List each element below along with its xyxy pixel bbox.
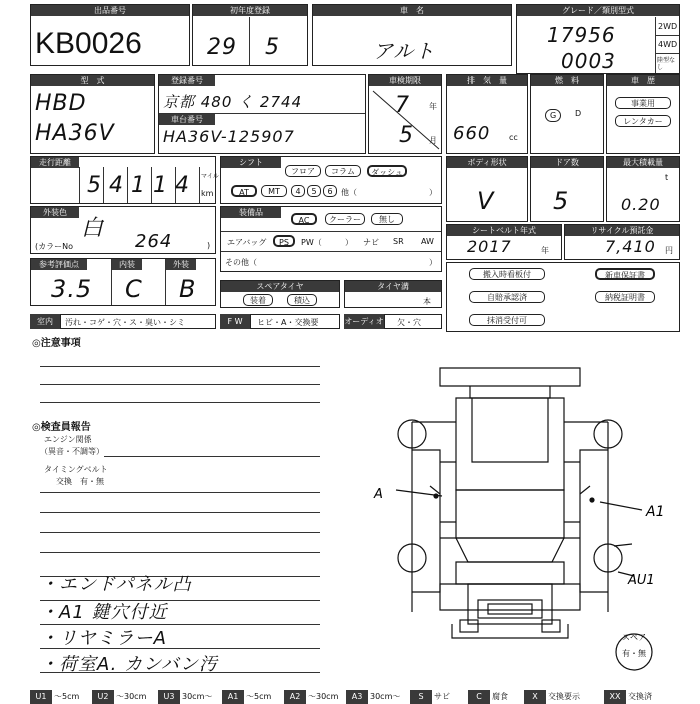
rear-bumper (440, 584, 580, 610)
tire-groove-box (344, 280, 442, 308)
lot-label: 出品番号 (31, 5, 189, 16)
equip-box (220, 206, 442, 272)
color-label: 外装色 (31, 207, 79, 218)
fw-label: F W (220, 314, 250, 329)
inspection-month: 5 (399, 123, 414, 148)
door-box (530, 156, 604, 222)
equip-airbag[interactable]: エアバッグ (227, 238, 267, 247)
lot-number: KB0026 (35, 27, 142, 60)
fuel-label: 燃 料 (531, 75, 603, 86)
inspection-year-unit: 年 (429, 102, 437, 111)
note-line-2: ・A1 鍵穴付近 (40, 602, 168, 623)
inspection-year: 7 (395, 93, 410, 118)
doc-insurance[interactable]: 自賠承認済 (469, 291, 545, 303)
shift-dash[interactable]: ダッシュ (367, 165, 407, 177)
color-no-value: 264 (135, 231, 173, 252)
exterior-label: 外装 (166, 259, 196, 270)
note-line-3: ・リヤミラーA (40, 628, 167, 649)
shift-4[interactable]: 4 (291, 185, 305, 197)
doc-tax[interactable]: 納税証明書 (595, 291, 655, 303)
caution-title: ◎注意事項 (32, 338, 81, 349)
displacement-label: 排 気 量 (447, 75, 527, 86)
drive-4wd: 4WD (658, 40, 678, 49)
legend-code: S (410, 690, 432, 704)
doc-cancel[interactable]: 抹消受付可 (469, 314, 545, 326)
room-text: 汚れ・コゲ・穴・ス・臭い・シミ (65, 318, 185, 327)
note-line-1: ・エンドパネル凸 (40, 574, 192, 595)
tire-groove-label: タイヤ溝 (345, 281, 441, 292)
model-label: 型 式 (31, 75, 154, 86)
shift-other-close: ） (429, 188, 437, 197)
audio-text: 欠・穴 (397, 318, 421, 327)
color-no-close: ) (207, 241, 211, 250)
cc-unit: cc (509, 133, 518, 142)
chassis-label: 車台番号 (159, 114, 215, 125)
fuel-g[interactable]: G (545, 109, 561, 122)
model-line2: HA36V (35, 121, 115, 146)
lot-box (30, 4, 190, 66)
legend-text: 交換済 (628, 692, 652, 701)
mark-left: A (374, 487, 383, 502)
score-label: 参考評価点 (31, 259, 87, 270)
shift-other: 他（ (341, 188, 357, 197)
car-name-label: 車 名 (313, 5, 511, 16)
displacement-box (446, 74, 528, 154)
room-box (60, 314, 216, 329)
chassis-value: HA36V-125907 (163, 127, 295, 146)
regno-box (158, 74, 366, 154)
displacement-value: 660 (453, 123, 491, 144)
spare-label: スペア (622, 633, 646, 642)
equip-other: その他（ (225, 258, 257, 267)
inspection-box (368, 74, 442, 154)
shift-label: シフト (221, 157, 281, 168)
fuel-none: 陸型なし (657, 57, 676, 71)
shift-5[interactable]: 5 (307, 185, 321, 197)
car-name-value: アルト (373, 39, 436, 63)
legend-code: A1 (222, 690, 244, 704)
equip-navi[interactable]: ナビ (363, 238, 379, 247)
engine-label: エンジン関係 (44, 435, 92, 444)
load-value: 0.20 (621, 195, 661, 214)
front-bumper (440, 368, 580, 386)
room-label: 室内 (30, 314, 60, 329)
seatbelt-year-unit: 年 (541, 246, 549, 255)
seatbelt-box (446, 224, 562, 260)
equip-label: 装備品 (221, 207, 281, 218)
model-box (30, 74, 155, 154)
spare-installed[interactable]: 装着 (243, 294, 273, 306)
shift-box (220, 156, 442, 204)
score-value: 3.5 (51, 275, 93, 303)
shift-6[interactable]: 6 (323, 185, 337, 197)
inspection-label: 車検期限 (369, 75, 441, 86)
recycle-box (564, 224, 680, 260)
history-label: 車 歴 (607, 75, 679, 86)
equip-other-close: ） (429, 258, 437, 267)
color-value: 白 (81, 216, 105, 241)
first-reg-month: 5 (265, 35, 280, 60)
equip-ps[interactable]: PS (273, 235, 295, 247)
drive-2wd: 2WD (658, 22, 678, 31)
color-no-label: (カラーNo (35, 242, 73, 251)
legend-code: U3 (158, 690, 180, 704)
doc-warranty[interactable]: 新車保証書 (595, 268, 655, 280)
exterior-value: B (179, 275, 197, 303)
cabin (456, 490, 564, 538)
fuel-box (530, 74, 604, 154)
seatbelt-value: 2017 (467, 237, 512, 256)
grade-line2: 0003 (561, 49, 616, 73)
km-unit: km (201, 189, 214, 198)
grade-label: グレード／類別型式 (517, 5, 679, 16)
legend-code: C (468, 690, 490, 704)
spare-tire-box (220, 280, 340, 308)
legend-code: X (524, 690, 546, 704)
equip-ac[interactable]: AC (291, 213, 317, 225)
door-label: ドア数 (531, 157, 603, 168)
legend-text: ～30cm (308, 692, 339, 701)
mark-right: A1 (646, 504, 665, 520)
seatbelt-label: シートベルト年式 (447, 225, 561, 236)
load-unit: t (665, 173, 669, 182)
engine-sub: （異音・不調等） (40, 447, 104, 456)
equip-cooler[interactable]: クーラー (325, 213, 365, 225)
mileage-box (30, 156, 219, 204)
mileage-value: 54114 (87, 173, 197, 198)
spare-choice: 有・無 (622, 649, 646, 658)
legend-text: ～5cm (54, 692, 80, 701)
history-rental[interactable]: レンタカー (615, 115, 671, 127)
interior-label: 内装 (112, 259, 142, 270)
inspection-month-unit: 月 (429, 136, 437, 145)
legend-text: ～5cm (246, 692, 272, 701)
legend-code: U1 (30, 690, 52, 704)
recycle-label: リサイクル預託金 (565, 225, 679, 236)
door-value: 5 (553, 187, 570, 215)
fw-text: ヒビ・A・交換要 (257, 318, 319, 327)
score-box (30, 258, 216, 306)
legend-code: A2 (284, 690, 306, 704)
fw-box (250, 314, 340, 329)
regno-value: 京都 480 く 2744 (163, 93, 303, 111)
mark-rear: AU1 (628, 573, 655, 588)
inspector-title: ◎検査員報告 (32, 422, 91, 433)
audio-box (384, 314, 442, 329)
timing-replace: 交換 有・無 (56, 477, 104, 486)
spare-loaded[interactable]: 積込 (287, 294, 317, 306)
spare-tire-label: スペアタイヤ (221, 281, 339, 292)
load-label: 最大積載量 (607, 157, 679, 168)
mile-unit: マイル (201, 173, 219, 180)
legend-text: 30cm～ (182, 692, 213, 701)
car-name-box (312, 4, 512, 66)
docs-box (446, 262, 680, 332)
timing-label: タイミングベルト (44, 465, 108, 474)
doc-board[interactable]: 搬入時看板付 (469, 268, 545, 280)
history-box (606, 74, 680, 154)
tire-unit: 本 (423, 297, 431, 306)
equip-sr[interactable]: SR (393, 237, 404, 246)
audio-label: オーディオ (344, 314, 384, 329)
legend-code: U2 (92, 690, 114, 704)
legend-text: ～30cm (116, 692, 147, 701)
first-reg-year: 29 (207, 35, 237, 60)
first-reg-box (192, 4, 308, 66)
legend-text: 腐食 (492, 692, 508, 701)
yen-unit: 円 (665, 246, 673, 255)
shift-floor[interactable]: フロア (285, 165, 321, 177)
body-label: ボディ形状 (447, 157, 527, 168)
grade-box (516, 4, 680, 74)
equip-pw[interactable]: PW（ (301, 238, 322, 247)
equip-aw[interactable]: AW (421, 237, 434, 246)
shift-column[interactable]: コラム (325, 165, 361, 177)
legend-text: 交換要示 (548, 692, 580, 701)
fuel-d[interactable]: D (575, 109, 582, 118)
regno-label: 登録番号 (159, 75, 215, 86)
model-line1: HBD (35, 91, 87, 116)
rear-window (456, 538, 564, 562)
car-diagram (360, 362, 680, 690)
legend-code: A3 (346, 690, 368, 704)
recycle-value: 7,410 (605, 237, 656, 256)
body-box (446, 156, 528, 222)
interior-value: C (125, 275, 143, 303)
legend-code: XX (604, 690, 626, 704)
color-box (30, 206, 216, 254)
shift-mt[interactable]: MT (261, 185, 287, 197)
mileage-label: 走行距離 (31, 157, 79, 168)
first-reg-label: 初年度登録 (193, 5, 307, 16)
legend-text: 30cm～ (370, 692, 401, 701)
note-line-4: ・荷室A. カンバン汚 (40, 654, 218, 675)
equip-pw-close: ） (345, 238, 353, 247)
legend-text: サビ (434, 692, 450, 701)
equip-none[interactable]: 無し (371, 213, 403, 225)
load-box (606, 156, 680, 222)
shift-at[interactable]: AT (231, 185, 257, 197)
history-business[interactable]: 事業用 (615, 97, 671, 109)
grade-line1: 17956 (547, 23, 616, 47)
body-value: V (477, 187, 495, 215)
